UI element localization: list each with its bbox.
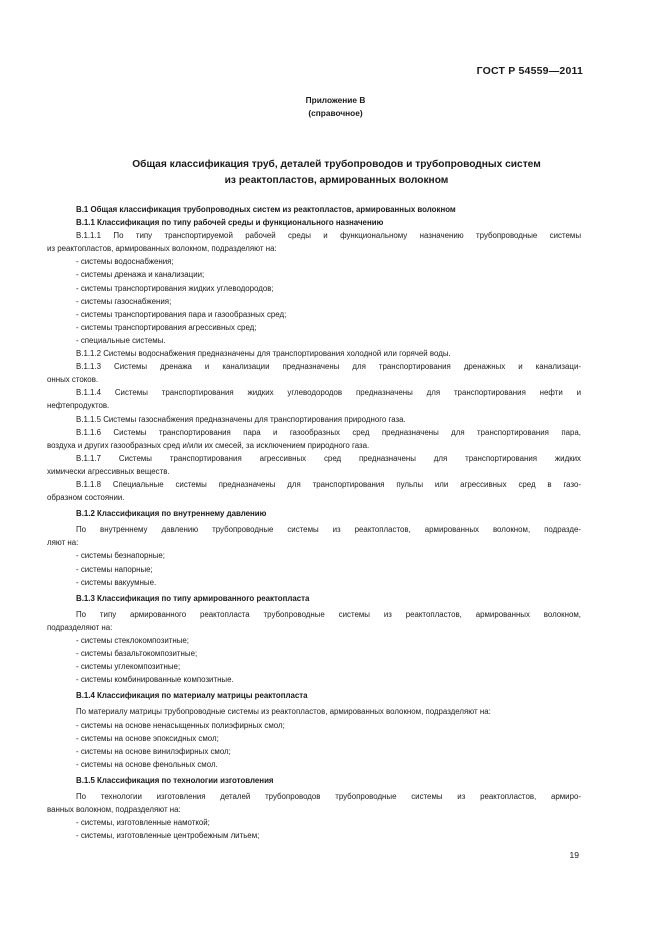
paragraph-line: В.1.1.1 По типу транспортируемой рабочей среды и функциональному назначению трубопроводные системы <box>76 231 581 241</box>
list-item: - системы комбинированные композитные. <box>76 675 234 685</box>
list-item: - системы, изготовленные намоткой; <box>76 818 210 828</box>
standard-number: ГОСТ Р 54559—2011 <box>476 65 583 77</box>
subsection-heading: В.1.2 Классификация по внутреннему давлению <box>76 509 267 519</box>
subsection-heading: В.1.4 Классификация по материалу матрицы реактопласта <box>76 691 308 701</box>
list-item: - системы стеклокомпозитные; <box>76 636 189 645</box>
paragraph-line: По технологии изготовления деталей трубопроводов трубопроводные системы из реактопластов, армиро- <box>76 792 581 802</box>
list-item: - специальные системы. <box>76 335 166 345</box>
paragraph-line: ляют на: <box>47 538 79 548</box>
list-item: - системы базальтокомпозитные; <box>76 649 198 659</box>
paragraph-line: В.1.1.4 Системы транспортирования жидких углеводородов предназначены для транспортирования нефти и <box>76 388 581 398</box>
page-title <box>0 157 661 188</box>
list-item: - системы на основе фенольных смол. <box>76 759 218 769</box>
paragraph-line: химически агрессивных веществ. <box>47 466 170 476</box>
page-title-line-1: Общая классификация труб, деталей трубопроводов и трубопроводных систем <box>132 159 541 170</box>
list-item: - системы углекомпозитные; <box>76 662 181 672</box>
paragraph-line: По внутреннему давлению трубопроводные системы из реактопластов, армированных волокном, подразде- <box>76 525 581 535</box>
paragraph-line: По типу армированного реактопласта трубопроводные системы из реактопластов, армированных волокном, <box>76 609 581 619</box>
paragraph-line: В.1.1.6 Системы транспортирования пара и газообразных сред предназначены для транспортирования пара, <box>76 427 581 437</box>
document-body <box>47 203 581 842</box>
appendix-note: (справочное) <box>308 108 363 118</box>
paragraph-line: По материалу матрицы трубопроводные системы из реактопластов, армированных волокном, подразделяют на: <box>76 707 491 717</box>
list-item: - системы, изготовленные центробежным литьем; <box>76 831 260 841</box>
paragraph-line: В.1.1.5 Системы газоснабжения предназначены для транспортирования природного газа. <box>76 414 406 424</box>
appendix-title: Приложение В <box>305 95 366 105</box>
list-item: - системы на основе эпоксидных смол; <box>76 733 219 743</box>
subsection-heading: В.1.3 Классификация по типу армированного реактопласта <box>76 593 310 603</box>
list-item: - системы водоснабжения; <box>76 257 174 267</box>
paragraph-line: из реактопластов, армированных волокном, подразделяют на: <box>47 244 277 254</box>
list-item: - системы напорные; <box>76 564 153 574</box>
list-item: - системы безнапорные; <box>76 551 165 561</box>
paragraph-line: В.1.1.8 Специальные системы предназначены для транспортирования пульпы или агрессивных сред в газо- <box>76 479 581 489</box>
subsection-heading: В.1.5 Классификация по технологии изготовления <box>76 775 274 785</box>
list-item: - системы газоснабжения; <box>76 296 172 306</box>
appendix-heading <box>0 94 661 120</box>
paragraph-line: образном состоянии. <box>47 493 125 503</box>
page-number: 19 <box>569 850 579 860</box>
subsection-heading: В.1.1 Классификация по типу рабочей среды и функционального назначению <box>76 218 384 228</box>
list-item: - системы на основе ненасыщенных полиэфирных смол; <box>76 720 285 730</box>
page-title-line-2: из реактопластов, армированных волокном <box>224 174 449 186</box>
paragraph-line: В.1.1.7 Системы транспортирования агрессивных сред предназначены для транспортирования жидких <box>76 453 581 463</box>
paragraph-line: онных стоков. <box>47 375 99 385</box>
paragraph-line: В.1.1.3 Системы дренажа и канализации предназначены для транспортирования дренажных и канализаци- <box>76 362 581 372</box>
list-item: - системы транспортирования агрессивных сред; <box>76 322 257 332</box>
paragraph-line: ванных волокном, подразделяют на: <box>47 805 181 815</box>
paragraph-line: В.1.1.2 Системы водоснабжения предназначены для транспортирования холодной или горячей воды. <box>76 349 451 359</box>
list-item: - системы на основе винилэфирных смол; <box>76 746 231 756</box>
list-item: - системы транспортирования жидких углеводородов; <box>76 283 274 293</box>
paragraph-line: воздуха и других газообразных сред и/или их смесей, за исключением природного газа. <box>47 440 370 450</box>
paragraph-line: подразделяют на: <box>47 622 113 632</box>
list-item: - системы дренажа и канализации; <box>76 270 205 280</box>
section-heading: В.1 Общая классификация трубопроводных систем из реактопластов, армированных волокном <box>76 205 456 214</box>
paragraph-line: нефтепродуктов. <box>47 401 110 411</box>
list-item: - системы вакуумные. <box>76 577 157 587</box>
list-item: - системы транспортирования пара и газообразных сред; <box>76 309 287 319</box>
